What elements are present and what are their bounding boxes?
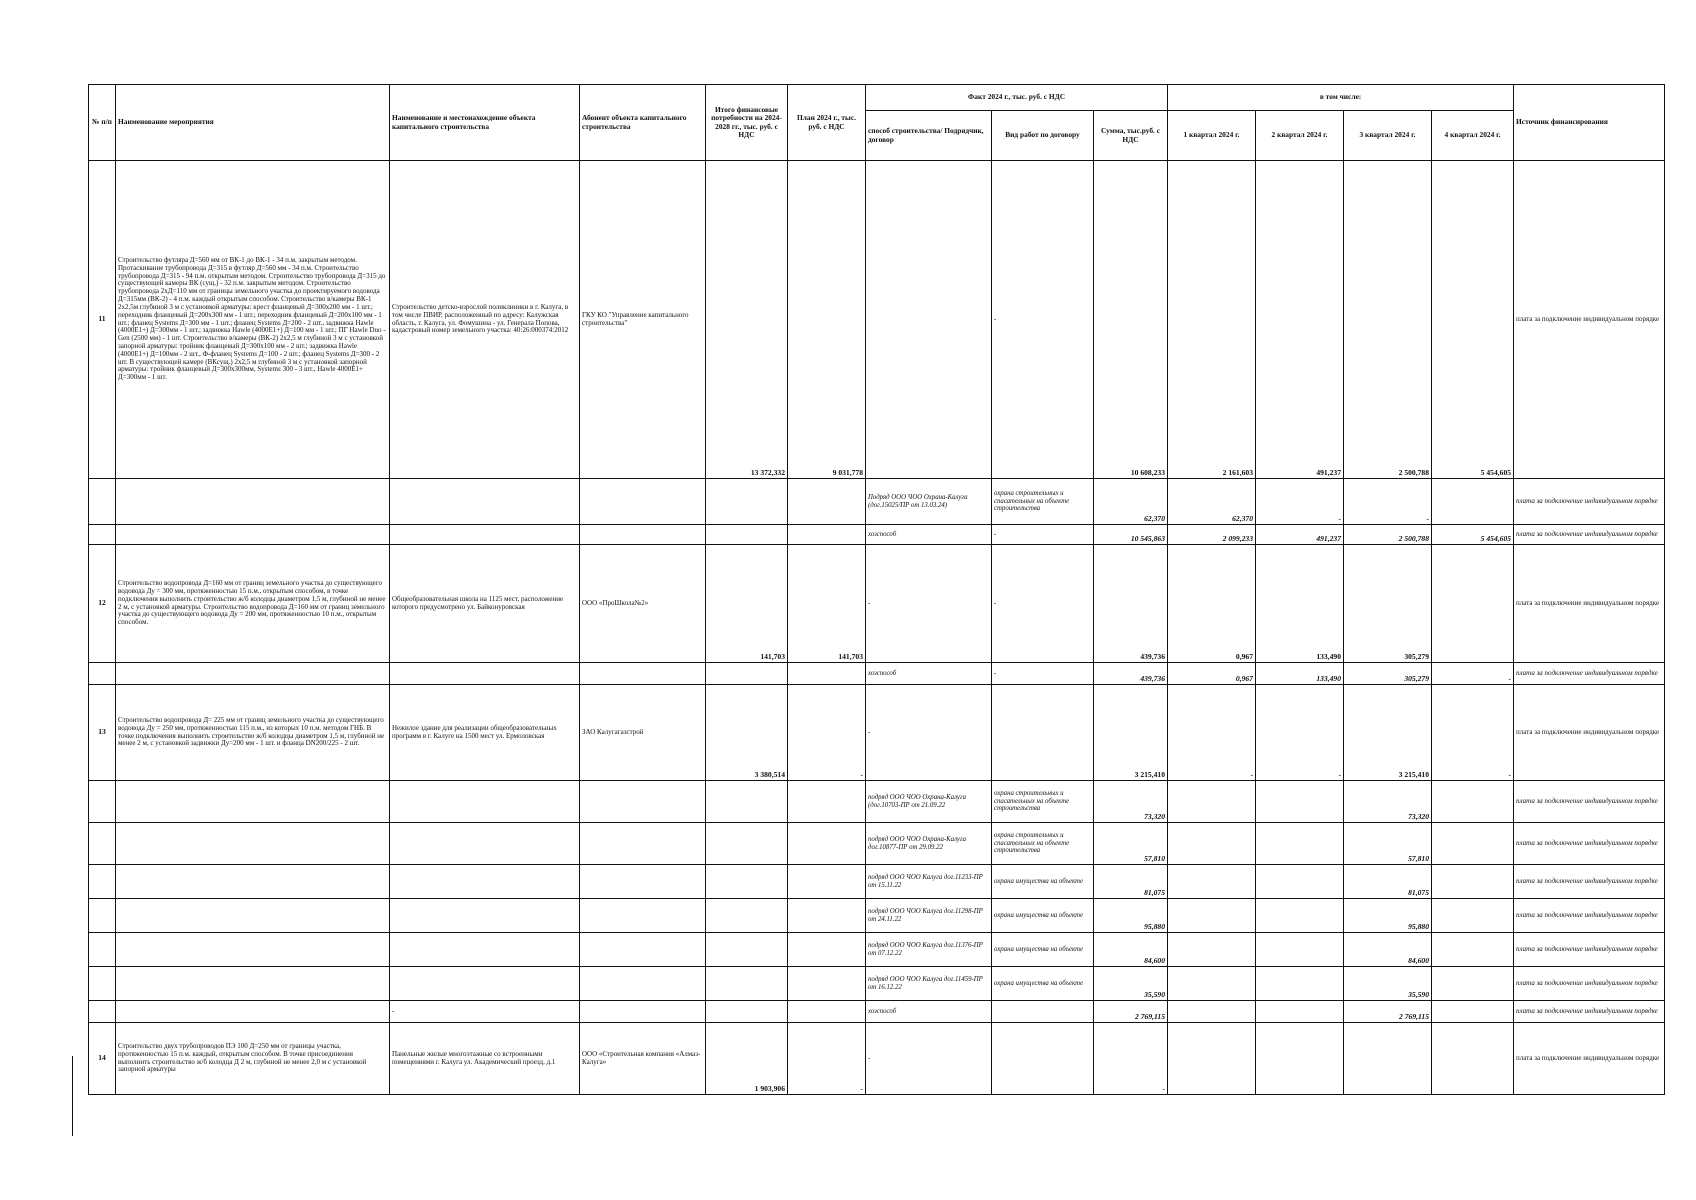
cell-plan <box>788 865 866 899</box>
cell-num: 14 <box>89 1023 116 1095</box>
cell-work-type: охрана имущества на объекте <box>992 933 1094 967</box>
cell-q1 <box>1168 1001 1256 1023</box>
cell-method: хозспособ <box>866 525 992 545</box>
table-header <box>89 85 1665 161</box>
table-row <box>89 161 1665 479</box>
table-row <box>89 967 1665 1001</box>
cell-object: Строительство детско-взрослой поликлиники в г. Калуга, в том числе ПВИР, расположенный по адресу: Калужская область, г. Калуга, ул. Фомушина - ул. Генерала Попова, кадастровый номер земельного участка: 40:26:000374:2012 <box>390 161 580 479</box>
cell-object <box>390 967 580 1001</box>
header-total-need: Итого финансовые потребности на 2024-2028 гг., тыс. руб. с НДС <box>706 85 788 161</box>
cell-name <box>116 663 390 685</box>
cell-sum: 35,590 <box>1094 967 1168 1001</box>
cell-object <box>390 865 580 899</box>
cell-q1 <box>1168 899 1256 933</box>
cell-work-type <box>992 1001 1094 1023</box>
cell-object <box>390 823 580 865</box>
cell-method: подряд ООО ЧОО Калуга дог.11459-ПР от 16.12.22 <box>866 967 992 1001</box>
cell-num <box>89 899 116 933</box>
cell-num <box>89 479 116 525</box>
cell-num <box>89 663 116 685</box>
cell-num <box>89 823 116 865</box>
cell-total-need <box>706 663 788 685</box>
cell-q1: 2 099,233 <box>1168 525 1256 545</box>
header-plan: План 2024 г., тыс. руб. с НДС <box>788 85 866 161</box>
cell-q2 <box>1256 933 1344 967</box>
cell-q4: 5 454,605 <box>1432 161 1514 479</box>
table-row <box>89 781 1665 823</box>
cell-method: подряд ООО ЧОО Охрана-Калуга дог.10877-ПР от 29.09.22 <box>866 823 992 865</box>
cell-method: подряд ООО ЧОО Калуга дог.11298-ПР от 24.11.22 <box>866 899 992 933</box>
cell-sum: 84,600 <box>1094 933 1168 967</box>
cell-subscriber <box>580 865 706 899</box>
cell-q2 <box>1256 823 1344 865</box>
cell-object <box>390 899 580 933</box>
cell-q1: - <box>1168 685 1256 781</box>
table-row <box>89 933 1665 967</box>
cell-sum: 439,736 <box>1094 545 1168 663</box>
header-object: Наименование и местонахождение объекта капитального строительства <box>390 85 580 161</box>
cell-subscriber <box>580 899 706 933</box>
cell-subscriber <box>580 1001 706 1023</box>
cell-q1: 62,370 <box>1168 479 1256 525</box>
cell-q2 <box>1256 899 1344 933</box>
cell-q2 <box>1256 781 1344 823</box>
cell-q4 <box>1432 823 1514 865</box>
table-row <box>89 685 1665 781</box>
table-row <box>89 525 1665 545</box>
cell-sum: 10 608,233 <box>1094 161 1168 479</box>
cell-object <box>390 781 580 823</box>
cell-total-need <box>706 781 788 823</box>
cell-q2 <box>1256 1001 1344 1023</box>
cell-plan <box>788 823 866 865</box>
cell-method: Подряд ООО ЧОО Охрана-Калуга (дог.15025/ПР от 13.03.24) <box>866 479 992 525</box>
cell-object <box>390 663 580 685</box>
cell-object: Общеобразовательная школа на 1125 мест, расположение которого предусмотрено ул. Байконуровская <box>390 545 580 663</box>
cell-sum: 57,810 <box>1094 823 1168 865</box>
cell-subscriber <box>580 525 706 545</box>
cell-sum: 95,880 <box>1094 899 1168 933</box>
cell-plan <box>788 899 866 933</box>
cell-q4 <box>1432 1023 1514 1095</box>
cell-q3: 95,880 <box>1344 899 1432 933</box>
table-row <box>89 1001 1665 1023</box>
cell-q1 <box>1168 781 1256 823</box>
cell-sum: 10 545,863 <box>1094 525 1168 545</box>
cell-num: 11 <box>89 161 116 479</box>
header-q3: 3 квартал 2024 г. <box>1344 111 1432 161</box>
cell-total-need: 141,703 <box>706 545 788 663</box>
cell-q4 <box>1432 933 1514 967</box>
cell-q4 <box>1432 967 1514 1001</box>
header-source: Источник финансирования <box>1514 85 1665 161</box>
cell-name <box>116 933 390 967</box>
cell-q4 <box>1432 899 1514 933</box>
cell-q3: - <box>1344 479 1432 525</box>
cell-num: 12 <box>89 545 116 663</box>
cell-q2: - <box>1256 479 1344 525</box>
cell-total-need: 1 903,906 <box>706 1023 788 1095</box>
cell-sum: 73,320 <box>1094 781 1168 823</box>
cell-sum: - <box>1094 1023 1168 1095</box>
cell-q1 <box>1168 823 1256 865</box>
cell-q3: 84,600 <box>1344 933 1432 967</box>
cell-q1 <box>1168 1023 1256 1095</box>
cell-source: плата за подключение индивидуальном порядке <box>1514 545 1665 663</box>
header-method: способ строительства/ Подрядчик, договор <box>866 111 992 161</box>
cell-q1 <box>1168 865 1256 899</box>
header-q4: 4 квартал 2024 г. <box>1432 111 1514 161</box>
cell-name <box>116 1001 390 1023</box>
table-row <box>89 1023 1665 1095</box>
cell-q3: 2 769,115 <box>1344 1001 1432 1023</box>
cell-q2: 133,490 <box>1256 545 1344 663</box>
table-row <box>89 823 1665 865</box>
cell-num: 13 <box>89 685 116 781</box>
cell-object <box>390 933 580 967</box>
cell-q2 <box>1256 865 1344 899</box>
cell-name <box>116 525 390 545</box>
cell-subscriber <box>580 479 706 525</box>
cell-name <box>116 479 390 525</box>
cell-work-type: - <box>992 545 1094 663</box>
cell-q3: 81,075 <box>1344 865 1432 899</box>
cell-method: хозспособ <box>866 663 992 685</box>
header-q2: 2 квартал 2024 г. <box>1256 111 1344 161</box>
cell-name <box>116 865 390 899</box>
scan-edge-line <box>72 1056 73 1136</box>
cell-work-type: - <box>992 663 1094 685</box>
cell-name <box>116 967 390 1001</box>
cell-subscriber: ГКУ КО "Управление капитального строительства" <box>580 161 706 479</box>
cell-sum: 81,075 <box>1094 865 1168 899</box>
cell-total-need <box>706 823 788 865</box>
cell-q4 <box>1432 545 1514 663</box>
cell-q3: 2 500,788 <box>1344 525 1432 545</box>
cell-num <box>89 781 116 823</box>
cell-sum: 3 215,410 <box>1094 685 1168 781</box>
header-name: Наименование мероприятия <box>116 85 390 161</box>
cell-q4: - <box>1432 685 1514 781</box>
cell-name <box>116 823 390 865</box>
investment-program-table-sheet <box>88 84 1664 1095</box>
cell-q1: 0,967 <box>1168 663 1256 685</box>
table-row <box>89 545 1665 663</box>
cell-q3 <box>1344 1023 1432 1095</box>
cell-q2 <box>1256 967 1344 1001</box>
cell-method: - <box>866 545 992 663</box>
cell-q2 <box>1256 1023 1344 1095</box>
cell-num <box>89 865 116 899</box>
header-num: № п/п <box>89 85 116 161</box>
cell-source: плата за подключение индивидуальном порядке <box>1514 161 1665 479</box>
cell-work-type: охрана строительных и спасательных на объекте строительства <box>992 479 1094 525</box>
cell-object <box>390 525 580 545</box>
table-row <box>89 663 1665 685</box>
cell-subscriber <box>580 823 706 865</box>
cell-q3: 3 215,410 <box>1344 685 1432 781</box>
cell-total-need <box>706 525 788 545</box>
cell-q3: 2 500,788 <box>1344 161 1432 479</box>
cell-q3: 57,810 <box>1344 823 1432 865</box>
cell-total-need: 13 372,332 <box>706 161 788 479</box>
cell-work-type: - <box>992 525 1094 545</box>
cell-method: подряд ООО ЧОО Калуга дог.11376-ПР от 07.12.22 <box>866 933 992 967</box>
cell-source: плата за подключение индивидуальном порядке <box>1514 1023 1665 1095</box>
cell-source: плата за подключение индивидуальном порядке <box>1514 685 1665 781</box>
cell-work-type: охрана строительных и спасательных на объекте строительства <box>992 781 1094 823</box>
cell-source: плата за подключение индивидуальном порядке <box>1514 865 1665 899</box>
cell-source: плата за подключение индивидуальном порядке <box>1514 967 1665 1001</box>
cell-name <box>116 781 390 823</box>
cell-q3: 35,590 <box>1344 967 1432 1001</box>
cell-q4: 5 454,605 <box>1432 525 1514 545</box>
cell-plan <box>788 967 866 1001</box>
table-body <box>89 161 1665 1095</box>
table-row <box>89 899 1665 933</box>
cell-q3: 73,320 <box>1344 781 1432 823</box>
cell-q2: 133,490 <box>1256 663 1344 685</box>
cell-object: - <box>390 1001 580 1023</box>
cell-plan <box>788 1001 866 1023</box>
cell-q4 <box>1432 865 1514 899</box>
cell-work-type <box>992 1023 1094 1095</box>
cell-num <box>89 525 116 545</box>
cell-method <box>866 161 992 479</box>
cell-work-type: охрана строительных и спасательных на объекте строительства <box>992 823 1094 865</box>
cell-total-need: 3 380,514 <box>706 685 788 781</box>
cell-plan: 9 031,778 <box>788 161 866 479</box>
cell-total-need <box>706 899 788 933</box>
cell-work-type: охрана имущества на объекте <box>992 865 1094 899</box>
header-incl-group: в том числе: <box>1168 85 1514 111</box>
cell-num <box>89 967 116 1001</box>
header-q1: 1 квартал 2024 г. <box>1168 111 1256 161</box>
cell-source: плата за подключение индивидуальном порядке <box>1514 1001 1665 1023</box>
cell-num <box>89 933 116 967</box>
cell-total-need <box>706 933 788 967</box>
cell-name: Строительство водопровода Д= 225 мм от границ земельного участка до существующего водовода Ду = 250 мм, протяженностью 115 п.м., из которых 10 п.м. методом ГНБ. В точке подключения выполнить строительство ж/б колодцы диаметром 1,5 м, глубиной не менее 2 м, с установкой задвижки Ду=200 мм - 1 шт. и фланца DN200/225 - 2 шт. <box>116 685 390 781</box>
cell-subscriber <box>580 933 706 967</box>
cell-method: хозспособ <box>866 1001 992 1023</box>
cell-name: Строительство футляра Д=560 мм от ВК-1 до ВК-1 - 34 п.м. закрытым методом. Протаскивание трубопровода Д=315 в футляр Д=560 мм - 34 п.м. Строительство трубопровода Д=315 - 94 п.м. открытым методом. Строительство трубопровода Д=315 до существующей камеры ВК (сущ.) - 32 п.м. закрытым методом. Строительство трубопровода 2хД=110 мм от границы земельного участка до проектируемого водовода Д=315мм (ВК-2) - 4 п.м. каждый открытым способом. Строительство в/камеры ВК-1 2х2,5м глубиной 3 м с установкой арматуры: крест фланцевый Д=300х200 мм - 1 шт.; переходник фланцевый Д=200х300 мм - 1 шт.; переходник фланцевый Д=200х100 мм - 1 шт.; фланец Systems Д=300 мм - 1 шт.; фланец Systems Д=200 - 2 шт., задвижка Hawle (4000Е1+) Д=300мм - 1 шт.; задвижка Hawle (4000Е1+) Д=100 мм - 1 шт.; ПГ Hawle Duo - Gen (2500 мм) - 1 шт. Строительство в/камеры (ВК-2) 2х2,5 м глубиной 3 м с установкой запорной арматуры: тройник фланцевый Д=300х100 мм - 2 шт.; задвижка Hawle (4000Е1+) Д=100мм - 2 шт., Ф-фланец Systems Д=100 - 2 шт.; фланец Systems Д=300 - 2 шт. В существующей камере (ВКсущ.) 2х2,5 м глубиной 3 м с установкой запорной арматуры: тройник фланцевый Д=300х300мм, Systems 300 - 3 шт., Hawle 4000Е1+ Д=300мм - 1 шт. <box>116 161 390 479</box>
cell-q1: 2 161,603 <box>1168 161 1256 479</box>
cell-subscriber <box>580 967 706 1001</box>
cell-object: Нежилое здание для реализации общеобразовательных программ в г. Калуге на 1500 мест ул. Ермоловская <box>390 685 580 781</box>
cell-subscriber: ООО «ПроШкола№2» <box>580 545 706 663</box>
cell-name: Строительство двух трубопроводов ПЭ 100 Д=250 мм от границы участка, протяженностью 15 п.м. каждый, открытым способом. В точке присоединения выполнить строительство ж/б колодца Д 2 м, глубиной не менее 2,0 м с установкой запорной арматуры <box>116 1023 390 1095</box>
cell-total-need <box>706 865 788 899</box>
header-subscriber: Абонент объекта капитального строительства <box>580 85 706 161</box>
cell-subscriber: ЗАО Калугагазстрой <box>580 685 706 781</box>
cell-work-type: - <box>992 161 1094 479</box>
cell-plan: - <box>788 1023 866 1095</box>
cell-q2: 491,237 <box>1256 161 1344 479</box>
cell-source: плата за подключение индивидуальном порядке <box>1514 663 1665 685</box>
cell-q2: 491,237 <box>1256 525 1344 545</box>
cell-q3: 305,279 <box>1344 663 1432 685</box>
cell-source: плата за подключение индивидуальном порядке <box>1514 933 1665 967</box>
cell-q4 <box>1432 479 1514 525</box>
table-row <box>89 479 1665 525</box>
cell-work-type <box>992 685 1094 781</box>
cell-method: подряд ООО ЧОО Охрана-Калуга (дог.10703-ПР от 21.09.22 <box>866 781 992 823</box>
cell-object <box>390 479 580 525</box>
cell-method: - <box>866 1023 992 1095</box>
cell-name: Строительство водопровода Д=160 мм от границ земельного участка до существующего водовода Ду = 300 мм, протяженностью 15 п.м., открытым способом, в точке подключения выполнить строительство ж/б колодцы диаметром 1,5 м, глубиной не менее 2 м, с установкой арматуры. Строительство водопровода Д=160 мм от границ земельного участка до существующего водовода Ду = 200 мм, протяженностью 10 п.м., открытым способом. <box>116 545 390 663</box>
table-row <box>89 865 1665 899</box>
cell-q4: - <box>1432 663 1514 685</box>
cell-q1: 0,967 <box>1168 545 1256 663</box>
cell-sum: 439,736 <box>1094 663 1168 685</box>
cell-source: плата за подключение индивидуальном порядке <box>1514 525 1665 545</box>
cell-source: плата за подключение индивидуальном порядке <box>1514 899 1665 933</box>
cell-subscriber: ООО «Строительная компания «Алмаз-Калуга» <box>580 1023 706 1095</box>
cell-work-type: охрана имущества на объекте <box>992 899 1094 933</box>
cell-object: Панельные жилые многоэтажные со встроенными помещениями г. Калуга ул. Академический проезд, д.1 <box>390 1023 580 1095</box>
cell-plan <box>788 479 866 525</box>
cell-subscriber <box>580 663 706 685</box>
header-fact-group: Факт 2024 г., тыс. руб. с НДС <box>866 85 1168 111</box>
cell-plan <box>788 933 866 967</box>
cell-q3: 305,279 <box>1344 545 1432 663</box>
cell-total-need <box>706 479 788 525</box>
cell-q1 <box>1168 967 1256 1001</box>
header-work-type: Вид работ по договору <box>992 111 1094 161</box>
cell-method: - <box>866 685 992 781</box>
cell-plan <box>788 525 866 545</box>
cell-total-need <box>706 1001 788 1023</box>
cell-total-need <box>706 967 788 1001</box>
cell-work-type: охрана имущества на объекте <box>992 967 1094 1001</box>
cell-source: плата за подключение индивидуальном порядке <box>1514 479 1665 525</box>
cell-plan: - <box>788 685 866 781</box>
cell-q2: - <box>1256 685 1344 781</box>
cell-method: подряд ООО ЧОО Калуга дог.11233-ПР от 15.11.22 <box>866 865 992 899</box>
cell-sum: 62,370 <box>1094 479 1168 525</box>
cell-num <box>89 1001 116 1023</box>
cell-q4 <box>1432 781 1514 823</box>
cell-plan <box>788 781 866 823</box>
cell-source: плата за подключение индивидуальном порядке <box>1514 781 1665 823</box>
cell-subscriber <box>580 781 706 823</box>
cell-sum: 2 769,115 <box>1094 1001 1168 1023</box>
header-sum: Сумма, тыс.руб. с НДС <box>1094 111 1168 161</box>
cell-q4 <box>1432 1001 1514 1023</box>
cell-source: плата за подключение индивидуальном порядке <box>1514 823 1665 865</box>
cell-name <box>116 899 390 933</box>
investment-table <box>88 84 1665 1095</box>
cell-plan: 141,703 <box>788 545 866 663</box>
cell-plan <box>788 663 866 685</box>
cell-q1 <box>1168 933 1256 967</box>
